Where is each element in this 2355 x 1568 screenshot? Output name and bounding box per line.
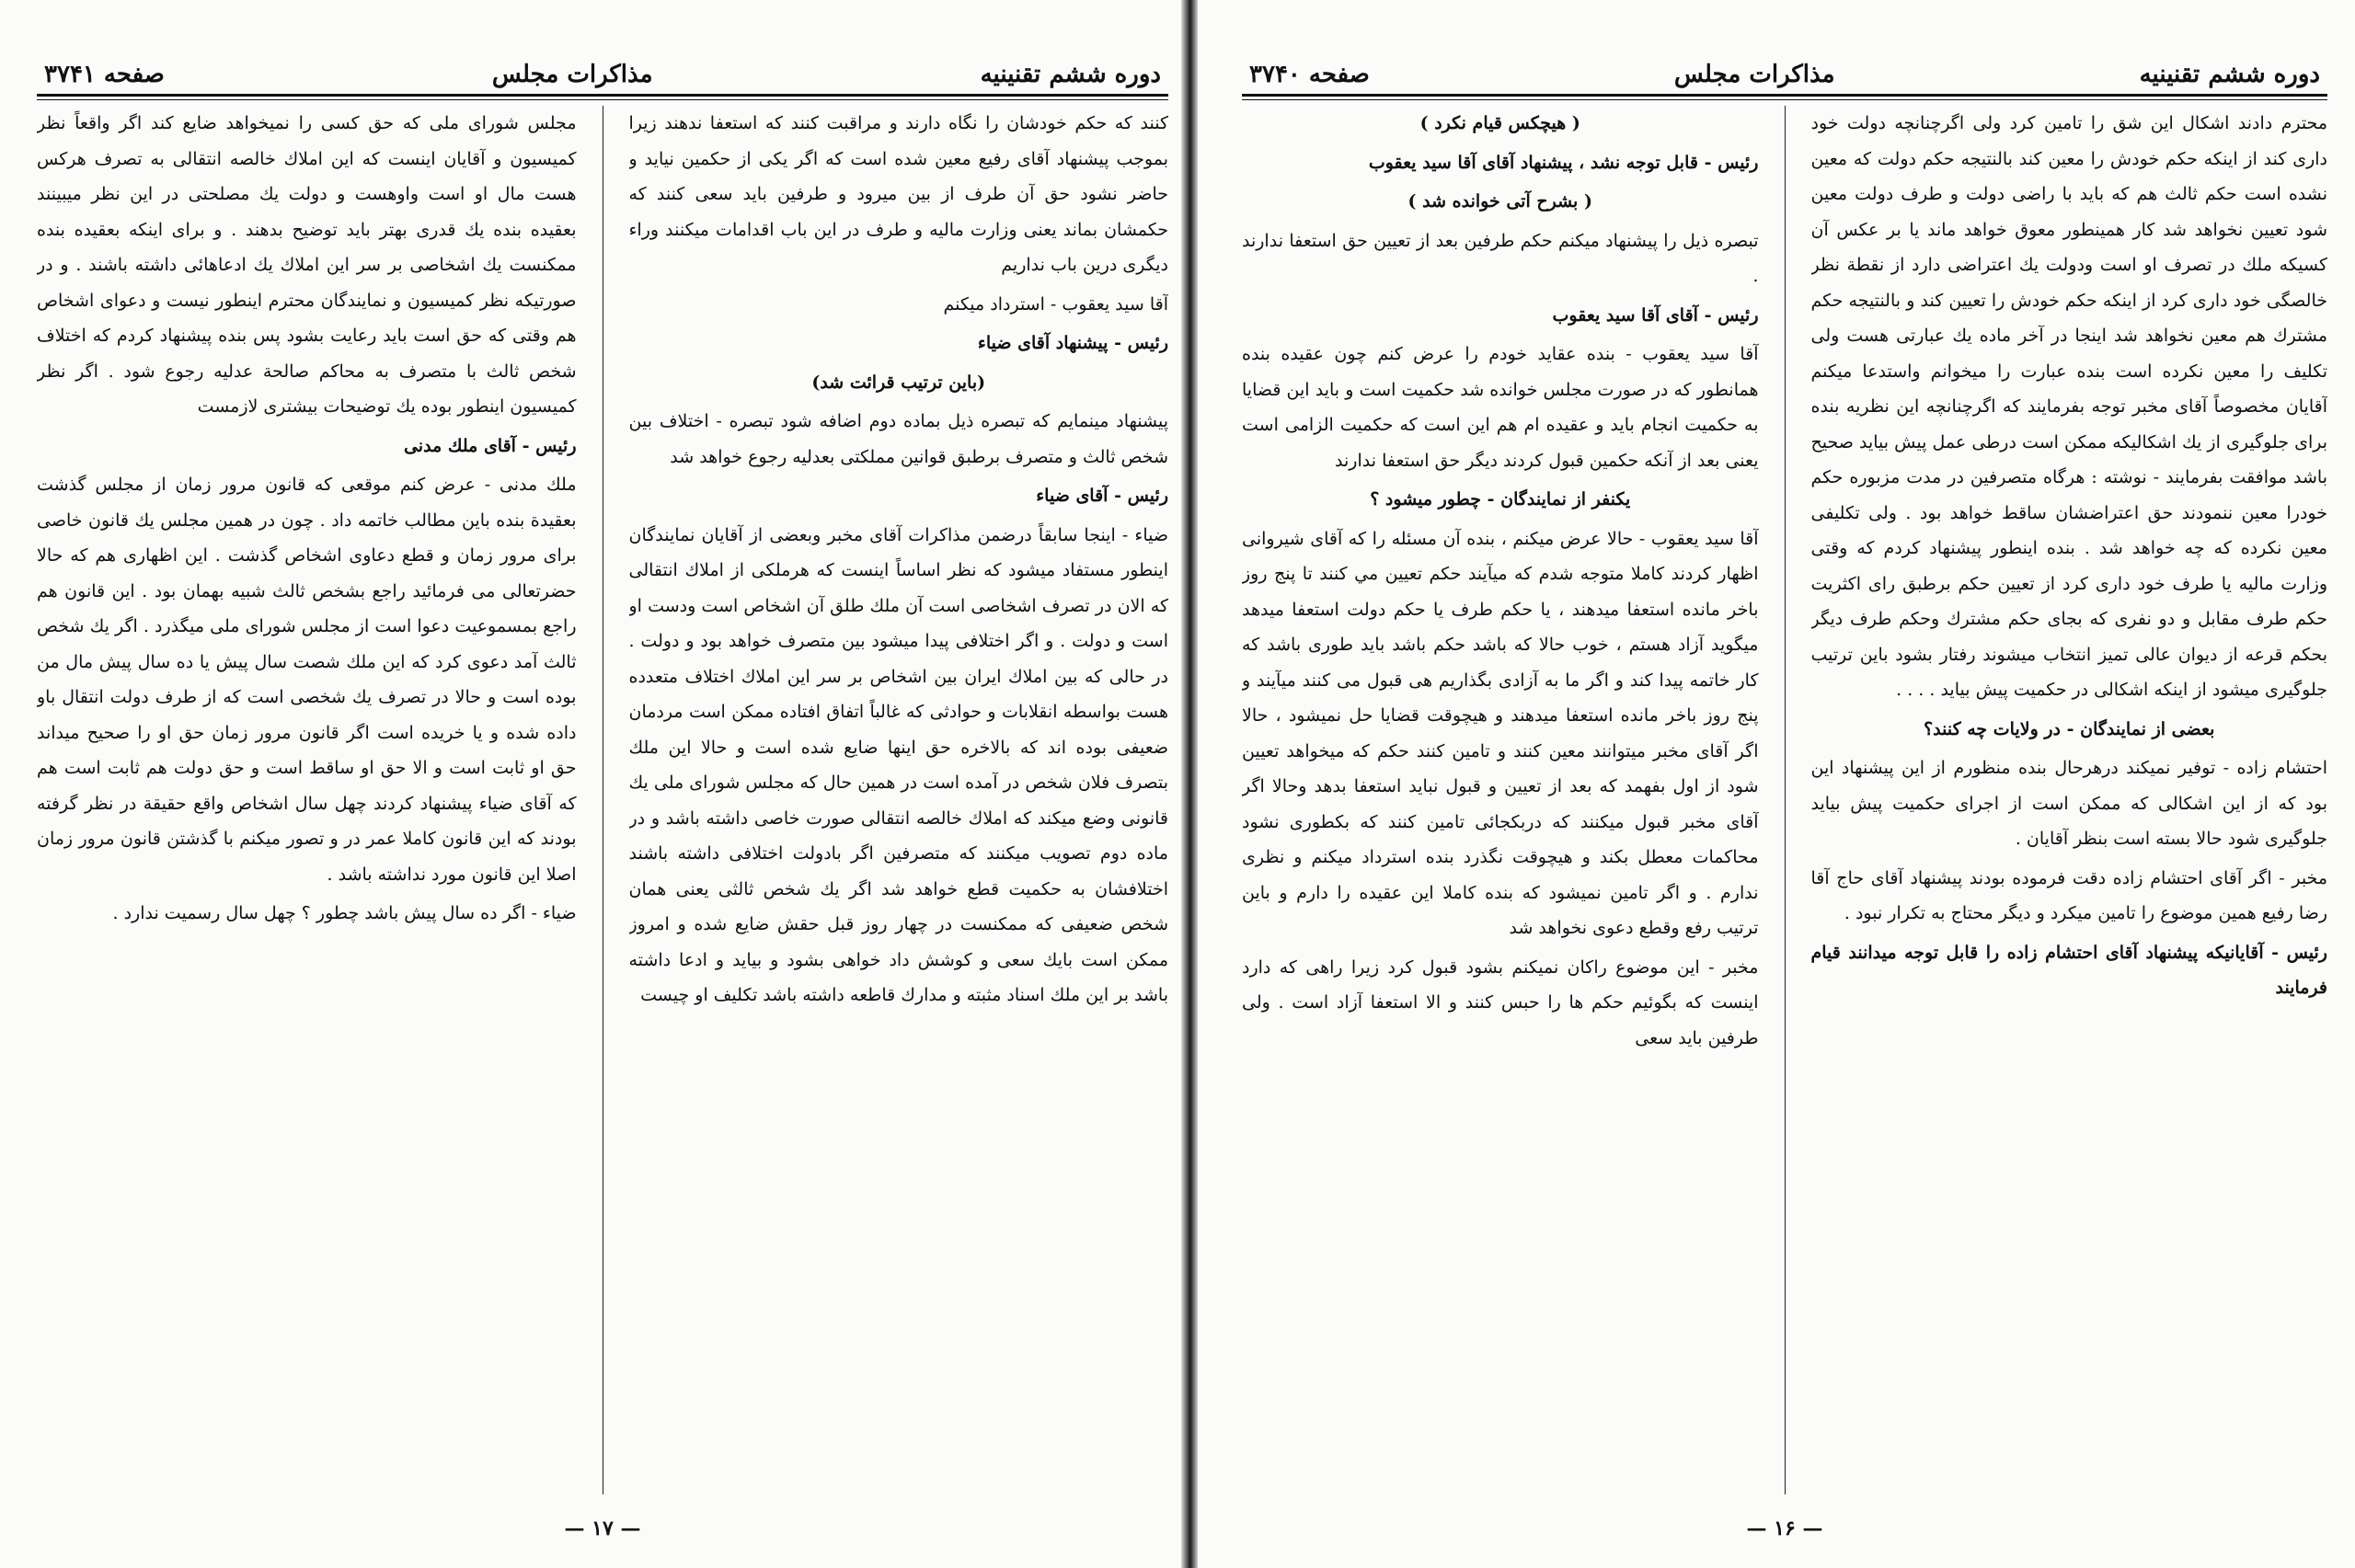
paragraph: مجلس شوراى ملى كه حق كسى را نميخواهد ضايع كند اگر واقعاً نظر كميسيون و آقايان اينست كه اين املاك خالصه انتقالى به تصرف هركس هست مال او است واوهست و دولت يك مصلحتى در اين نظر ميبينند بعقيده بنده يك قدرى بهتر بايد توضيح بدهند . و براى اينكه بعقيده بنده ممكنست يك اشخاصى بر سر اين املاك يك ادعاهائى داشته باشند . و در صورتيكه نظر كميسيون و نمايندگان محترم اينطور نيست و دعواى اشخاص هم وقتى كه حق است بايد رعايت بشود پس بنده پيشنهاد كردم كه اختلاف شخص ثالث با متصرف به محاكم صالحة عدليه رجوع شود . اگر نظر كميسيون اينطور بوده يك توضيحات بيشترى لازمست	[37, 113, 577, 417]
left-period-label: دوره ششم تقنينيه	[980, 61, 1161, 88]
paragraph: كنند كه حكم خودشان را نگاه دارند و مراقبت كنند كه استعفا ندهند زيرا بموجب پيشنهاد آقاى رفيع معين شده است كه اگر يكى از حكمين نيايد و حاضر نشود حق آن طرف از بين ميرود و طرفين بايد سعى كنند كه حكمشان بماند يعنى وزارت ماليه و طرف در اين باب اقدامات ميكنند وراء ديگرى درين باب نداريم	[628, 113, 1168, 275]
speaker-line: رئيس - آقايانيكه پيشنهاد آقاى احتشام زاده را قابل توجه ميدانند قيام فرمايند	[1810, 942, 2327, 998]
left-page-number-label: صفحه ۳۷۴۱	[44, 61, 165, 88]
paragraph: آقا سيد يعقوب - استرداد ميكنم	[943, 293, 1168, 315]
paragraph: مخبر - اگر آقاى احتشام زاده دقت فرموده بودند پيشنهاد آقاى حاج آقا رضا رفيع همين موضوع را تامين ميكرد و ديگر محتاج به تكرار نبود .	[1810, 867, 2327, 923]
left-page	[37, 0, 1168, 1568]
left-page-footer: — ۱۷ —	[564, 1516, 641, 1540]
right-page	[1242, 0, 2327, 1568]
speaker-line: رئيس - پيشنهاد آقاى ضياء	[977, 333, 1168, 353]
centered-note: ( بشرح آتى خوانده شد )	[1407, 191, 1592, 212]
right-header-rule	[1242, 94, 2327, 100]
paragraph: پيشنهاد مينمايم كه تبصره ذيل بماده دوم اضافه شود تبصره - اختلاف بين شخص ثالث و متصرف برطبق قوانين مملكتى بعدليه رجوع خواهد شد	[628, 411, 1168, 467]
right-page-footer: — ۱۶ —	[1746, 1516, 1823, 1540]
paragraph: ملك مدنى - عرض كنم موقعى كه قانون مرور زمان از مجلس گذشت بعقيدة بنده باين مطالب خاتمه داد . چون در همين مجلس يك قانون خاصى براى مرور زمان و قطع دعاوى اشخاص گذشت . اين اظهارى هم كه حالا حضرتعالى مى فرمائيد راجع بشخص ثالث شبيه بهمان بود . اين قانون هم راجع بمسموعيت دعوا است از مجلس شوراى ملى ميگذرد . اگر يك شخص ثالث آمد دعوى كرد كه اين ملك شصت سال پيش يا ده سال پيش مال من بوده است و حالا در تصرف يك شخصى است كه از طرف دولت انتقال باو داده شده و يا خريده است اگر قانون مرور زمان حق او را صحيح ميداند حق او ثابت است و الا حق او ساقط است و حق دولت هم ثابت است هم كه آقاى ضياء پيشنهاد كردند چهل سال اشخاص واقع حقيقة در نظر گرفته بودند كه اين قانون كاملا عمر در و تصور ميكنم با گذشتن قانون مرور زمان اصلا اين قانون مورد نداشته باشد .	[37, 475, 577, 885]
paragraph: ضياء - اينجا سابقاً درضمن مذاكرات آقاى مخبر وبعضى از آقايان نمايندگان اينطور مستفاد ميشود كه نظر اساساً اينست كه هرملكى از املاك انتقالى كه الان در تصرف اشخاصى است آن ملك طلق آن اشخاص است ودست او است و دولت . و اگر اختلافى پيدا ميشود بين متصرف خواهد بود و دولت . در حالى كه بين املاك ايران بين اشخاص بر سر اين املاك اختلاف متعدده هست بواسطه انقلابات و حوادثى كه غالباً اتفاق افتاده ممكن است مردمان ضعيفى بوده اند كه بالاخره حق اينها ضايع شده است و حالا اين ملك بتصرف فلان شخص در آمده است در همين حال كه مجلس شوراى ملى يك قانونى وضع ميكند كه املاك خالصه انتقالى صورت خاصى داشته باشد و در ماده دوم تصويب ميكنند كه متصرفين اگر بادولت اختلافى داشته باشند اختلافشان به حكميت قطع خواهد شد اگر يك شخص ثالثى يعنى همان شخص ضعيفى كه ممكنست در چهار روز قبل حقش ضايع شده و امروز ممكن است بايك سعى و كوشش داد خواهى بشود و بيايد و ادعا داشته باشد بر اين ملك اسناد مثبته و مدارك قاطعه داشته باشد تكليف او چيست	[628, 524, 1168, 1005]
left-page-header	[37, 52, 1168, 88]
centered-note: يكنفر از نمايندگان - چطور ميشود ؟	[1370, 489, 1631, 509]
right-page-left-column	[1242, 106, 1759, 1494]
right-column-divider	[1785, 106, 1786, 1494]
right-page-header	[1242, 52, 2327, 88]
paragraph: محترم دادند اشكال اين شق را تامين كرد ولى اگرچنانچه دولت خود دارى كند از اينكه حكم خودش را معين كند بالنتيجه حكم دولت كه معين نشده است حكم ثالث هم كه بايد با راضى دولت و طرف دولت معين شود تعيين نخواهد شد كار همينطور معوق خواهد ماند يا بر عكس آن كسيكه ملك در تصرف او است ودولت يك اعتراضى دارد از نقطة نظر خالصگى خود دارى كرد از اينكه حكم خودش را تعيين كند و بالنتيجه حكم مشترك هم معين نخواهد شد اينجا در آخر ماده يك عبارتى هست ولى تكليف را معين نكرده است بنده عبارت را ميخوانم واستدعا ميكنم آقايان مخصوصاً آقاى مخبر توجه بفرمايند كه اگرچنانچه اين نظريه بنده براى جلوگيرى از يك اشكاليكه ممكن است درطى عمل پيش بيايد صحيح باشد موافقت بفرمايند - نوشته : هرگاه متصرفين در مدت مزبوره حكم خودرا معين ننمودند حق اعتراضشان ساقط خواهد بود . ولى تكليفى معين نكرده كه چه خواهد شد . بنده اينطور پيشنهاد كردم كه وقتى وزارت ماليه يا طرف خود دارى كرد از تعيين حكم برطبق راى اكثريت حكم طرف مقابل و دو نفرى كه بجاى حكم مشترك وحكم طرف ديگر بحكم قرعه از ديوان عالى تميز انتخاب ميشوند رفتار بشود باين ترتيب جلوگيرى ميشود از اينكه اشكالى در حكميت پيش بيايد . . . .	[1810, 113, 2327, 700]
right-page-right-column	[1811, 106, 2328, 1494]
left-running-title: مذاكرات مجلس	[491, 61, 653, 88]
paragraph: مخبر - اين موضوع راكان نميكنم بشود قبول كرد زيرا راهى كه دارد اينست كه بگوئيم حكم ها را حبس كنند و الا استعفا آزاد است . ولى طرفين بايد سعى	[1242, 956, 1759, 1048]
left-columns	[37, 106, 1168, 1494]
left-header-rule	[37, 94, 1168, 100]
speaker-line: رئيس - آقاى آقا سيد يعقوب	[1552, 304, 1759, 326]
centered-note: بعضى از نمايندگان - در ولايات چه كنند؟	[1924, 718, 2215, 739]
speaker-line: رئيس - آقاى ملك مدنى	[403, 435, 577, 456]
paragraph: ضياء - اگر ده سال پيش باشد چطور ؟ چهل سال رسميت ندارد .	[112, 903, 577, 923]
paragraph: تبصره ذيل را پيشنهاد ميكنم حكم طرفين بعد از تعيين حق استعفا ندارند .	[1242, 230, 1759, 286]
speaker-line: رئيس - آقاى ضياء	[1036, 486, 1168, 506]
right-running-title: مذاكرات مجلس	[1673, 61, 1835, 88]
paragraph: احتشام زاده - توفير نميكند درهرحال بنده منظورم از اين پيشنهاد اين بود كه از اين اشكالى كه ممكن است از اجراى حكميت پيش بيايد جلوگيرى شود حالا بسته است بنظر آقايان .	[1810, 758, 2327, 849]
paragraph: آقا سيد يعقوب - بنده عقايد خودم را عرض كنم چون عقيده بنده همانطور كه در صورت مجلس خوانده شد حكميت است و بايد اين قضايا به حكميت انجام بايد و عقيده ام هم اين است كه حكميت الزامى است يعنى بعد از آنكه حكمين قبول كردند ديگر حق استعفا ندارند	[1242, 344, 1759, 471]
right-columns	[1242, 106, 2327, 1494]
centered-note: (باين ترتيب قرائت شد)	[811, 372, 986, 393]
right-page-number-label: صفحه ۳۷۴۰	[1249, 61, 1370, 88]
left-page-right-column	[629, 106, 1169, 1494]
centered-note: ( هيچكس قيام نكرد )	[1419, 113, 1580, 133]
speaker-line: رئيس - قابل توجه نشد ، پيشنهاد آقاى آقا سيد يعقوب	[1368, 152, 1759, 173]
right-period-label: دوره ششم تقنينيه	[2139, 61, 2320, 88]
paragraph: آقا سيد يعقوب - حالا عرض ميكنم ، بنده آن مسئله را كه آقاى شيروانى اظهار كردند كاملا متوجه شدم كه ميآيند حكم تعيين مي كنند تا پنج روز باخر مانده استعفا ميدهند ، يا حكم طرف يا حكم دولت استعفا ميدهد ميگويد آزاد هستم ، خوب حالا كه باشد حكم باشد بايد طورى باشد كه كار خاتمه پيدا كند و اگر ما به آزادى بگذاريم هى قبول مى كنند ميآيند و پنج روز باخر مانده استعفا ميدهند و هيچوقت قضايا حل نميشود ، حالا اگر آقاى مخبر ميتوانند معين كنند و تامين كنند حكم كه ميخواهد تعيين شود از اول بفهمد كه بعد از تعيين و قبول نبايد استعفا بدهد وحالا اگر آقاى مخبر قبول ميكنند كه دربكجائى تامين كنند كه بكطورى نشود محاكمات معطل بكند و هيچوقت نگذرد بنده استرداد ميكنم و نظرى ندارم . و اگر تامين نميشود كه بنده كاملا اين عقيده را دارم و باين ترتيب رفع وقطع دعوى نخواهد شد	[1242, 528, 1759, 938]
left-page-left-column	[37, 106, 577, 1494]
book-gutter	[1181, 0, 1198, 1568]
